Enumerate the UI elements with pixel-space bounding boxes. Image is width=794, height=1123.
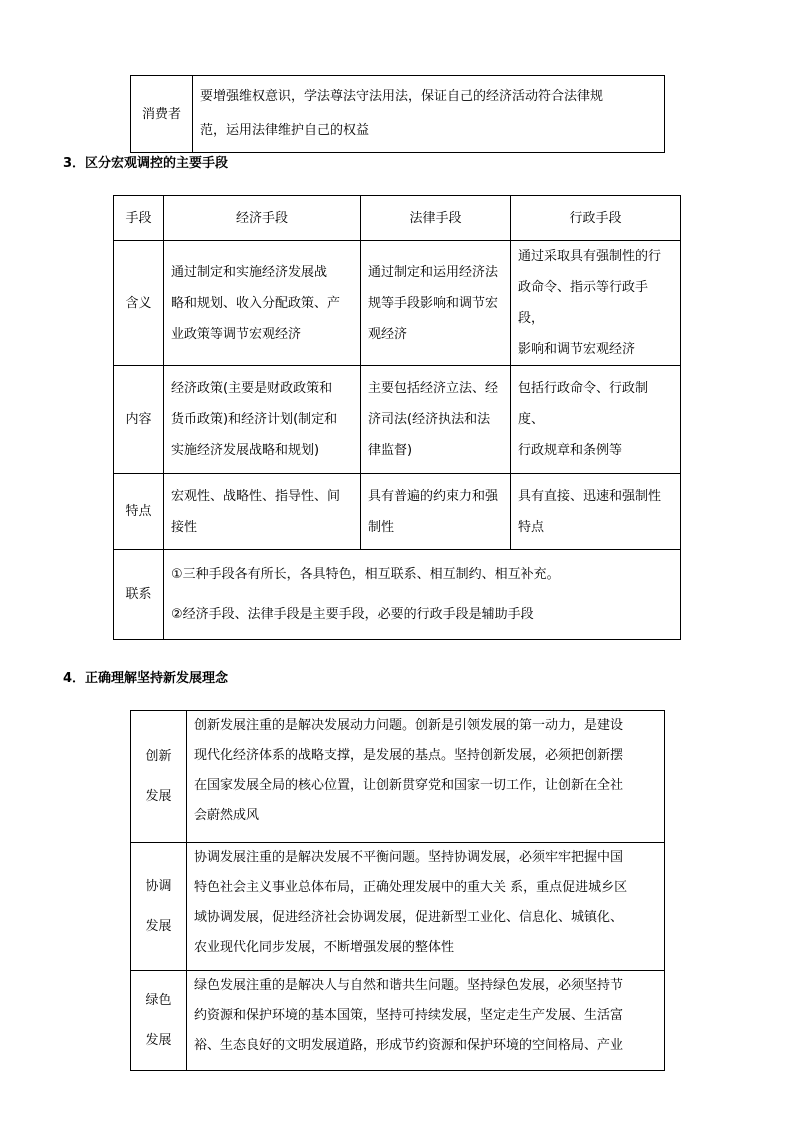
- column-header: 法律手段: [361, 196, 511, 241]
- table-cell: [361, 474, 511, 550]
- table-cell: [361, 366, 511, 474]
- section3-title: 3．区分宏观调控的主要手段: [63, 156, 229, 171]
- concept-content: [187, 971, 665, 1071]
- consumer-content: [193, 76, 665, 153]
- cell-line: 业政策等调节宏观经济: [171, 326, 302, 342]
- cell-line: 通过采取具有强制性的行: [518, 249, 662, 264]
- cell-line: 略和规划、收入分配政策、产: [171, 295, 341, 311]
- table-row: [114, 550, 681, 640]
- cell-line: 特色社会主义事业总体布局，正确处理发展中的重大关 系，重点促进城乡区: [194, 880, 628, 895]
- cell-line: 在国家发展全局的核心位置，让创新贯穿党和国家一切工作，让创新在全社: [194, 778, 624, 793]
- table-row: [114, 474, 681, 550]
- cell-line: 绿色发展注重的是解决人与自然和谐共生问题。坚持绿色发展，必须坚持节: [194, 978, 624, 993]
- cell-line: 经济政策(主要是财政政策和: [171, 381, 333, 396]
- cell-line: 律监督): [368, 443, 413, 458]
- cell-line: 协调发展注重的是解决发展不平衡问题。坚持协调发展，必须牢牢把握中国: [194, 850, 624, 865]
- cell-line: 行政规章和条例等: [518, 443, 623, 458]
- cell-line: 观经济: [368, 326, 408, 342]
- cell-line: 域协调发展，促进经济社会协调发展，促进新型工业化、信息化、城镇化、: [194, 910, 624, 925]
- table-row: [131, 971, 665, 1071]
- column-header: 经济手段: [164, 196, 361, 241]
- concept-label: [131, 843, 187, 971]
- cell-line: 制性: [368, 519, 395, 535]
- table-row: [131, 711, 665, 843]
- cell-line: 会蔚然成风: [194, 808, 260, 823]
- table-cell: [361, 241, 511, 366]
- concept-label-line: 绿色: [145, 992, 172, 1008]
- cell-line: 实施经济发展战略和规划): [171, 443, 320, 458]
- table-cell: [511, 241, 681, 366]
- cell-line: 主要包括经济立法、经: [368, 381, 499, 396]
- section4-title: 4．正确理解坚持新发展理念: [63, 671, 229, 686]
- row-label: 联系: [114, 550, 164, 640]
- cell-line: 现代化经济体系的战略支撑，是发展的基点。坚持创新发展，必须把创新摆: [194, 748, 624, 763]
- cell-line: 具有直接、迅速和强制性: [518, 488, 662, 504]
- concept-label-line: 协调: [145, 878, 172, 894]
- macro-control-table: [113, 195, 681, 640]
- cell-line: 包括行政命令、行政制度、: [518, 381, 649, 427]
- cell-line: 济司法(经济执法和法: [368, 412, 491, 427]
- cell-line: 通过制定和运用经济法: [368, 264, 499, 280]
- row-label: 特点: [114, 474, 164, 550]
- table-cell: [511, 366, 681, 474]
- table-row: [114, 241, 681, 366]
- cell-line: 农业现代化同步发展，不断增强发展的整体性: [194, 940, 455, 955]
- cell-line: 宏观性、战略性、指导性、间: [171, 488, 341, 504]
- cell-line: 创新发展注重的是解决发展动力问题。创新是引领发展的第一动力，是建设: [194, 718, 624, 733]
- concept-content: [187, 843, 665, 971]
- cell-line: ①三种手段各有所长，各具特色，相互联系、相互制约、相互补充。: [171, 566, 560, 582]
- table-row: [114, 366, 681, 474]
- concept-label: [131, 971, 187, 1071]
- cell-line: 特点: [518, 519, 545, 535]
- concept-label-line: 创新: [145, 748, 172, 764]
- concept-content: [187, 711, 665, 843]
- concept-label: [131, 711, 187, 843]
- consumer-line: 范，运用法律维护自己的权益: [200, 123, 370, 138]
- cell-line: 政命令、指示等行政手段，: [518, 280, 649, 326]
- concept-label-line: 发展: [145, 918, 172, 934]
- consumer-line: 要增强维权意识，学法尊法守法用法，保证自己的经济活动符合法律规: [200, 89, 604, 104]
- table-cell: [164, 366, 361, 474]
- table-cell: [164, 241, 361, 366]
- development-concept-table: [130, 710, 665, 1071]
- column-header: 行政手段: [511, 196, 681, 241]
- cell-line: 货币政策)和经济计划(制定和: [171, 412, 338, 427]
- cell-line: ②经济手段、法律手段是主要手段，必要的行政手段是辅助手段: [171, 606, 534, 622]
- cell-line: 影响和调节宏观经济: [518, 342, 636, 357]
- table-cell: [164, 474, 361, 550]
- table-row: [131, 76, 665, 153]
- cell-line: 约资源和保护环境的基本国策，坚持可持续发展，坚定走生产发展、生活富: [194, 1008, 624, 1023]
- cell-line: 规等手段影响和调节宏: [368, 295, 499, 311]
- row-label: 内容: [114, 366, 164, 474]
- row-label: 含义: [114, 241, 164, 366]
- cell-line: 裕、生态良好的文明发展道路，形成节约资源和保护环境的空间格局、产业: [194, 1038, 624, 1053]
- link-cell: [164, 550, 681, 640]
- table-cell: [511, 474, 681, 550]
- consumer-table: [130, 75, 665, 153]
- column-header: 手段: [114, 196, 164, 241]
- table-row: [131, 843, 665, 971]
- cell-line: 接性: [171, 519, 198, 535]
- concept-label-line: 发展: [145, 1032, 172, 1048]
- cell-line: 具有普遍的约束力和强: [368, 488, 499, 504]
- table-header-row: [114, 196, 681, 241]
- concept-label-line: 发展: [145, 788, 172, 804]
- cell-line: 通过制定和实施经济发展战: [171, 264, 328, 280]
- consumer-label: 消费者: [131, 76, 193, 153]
